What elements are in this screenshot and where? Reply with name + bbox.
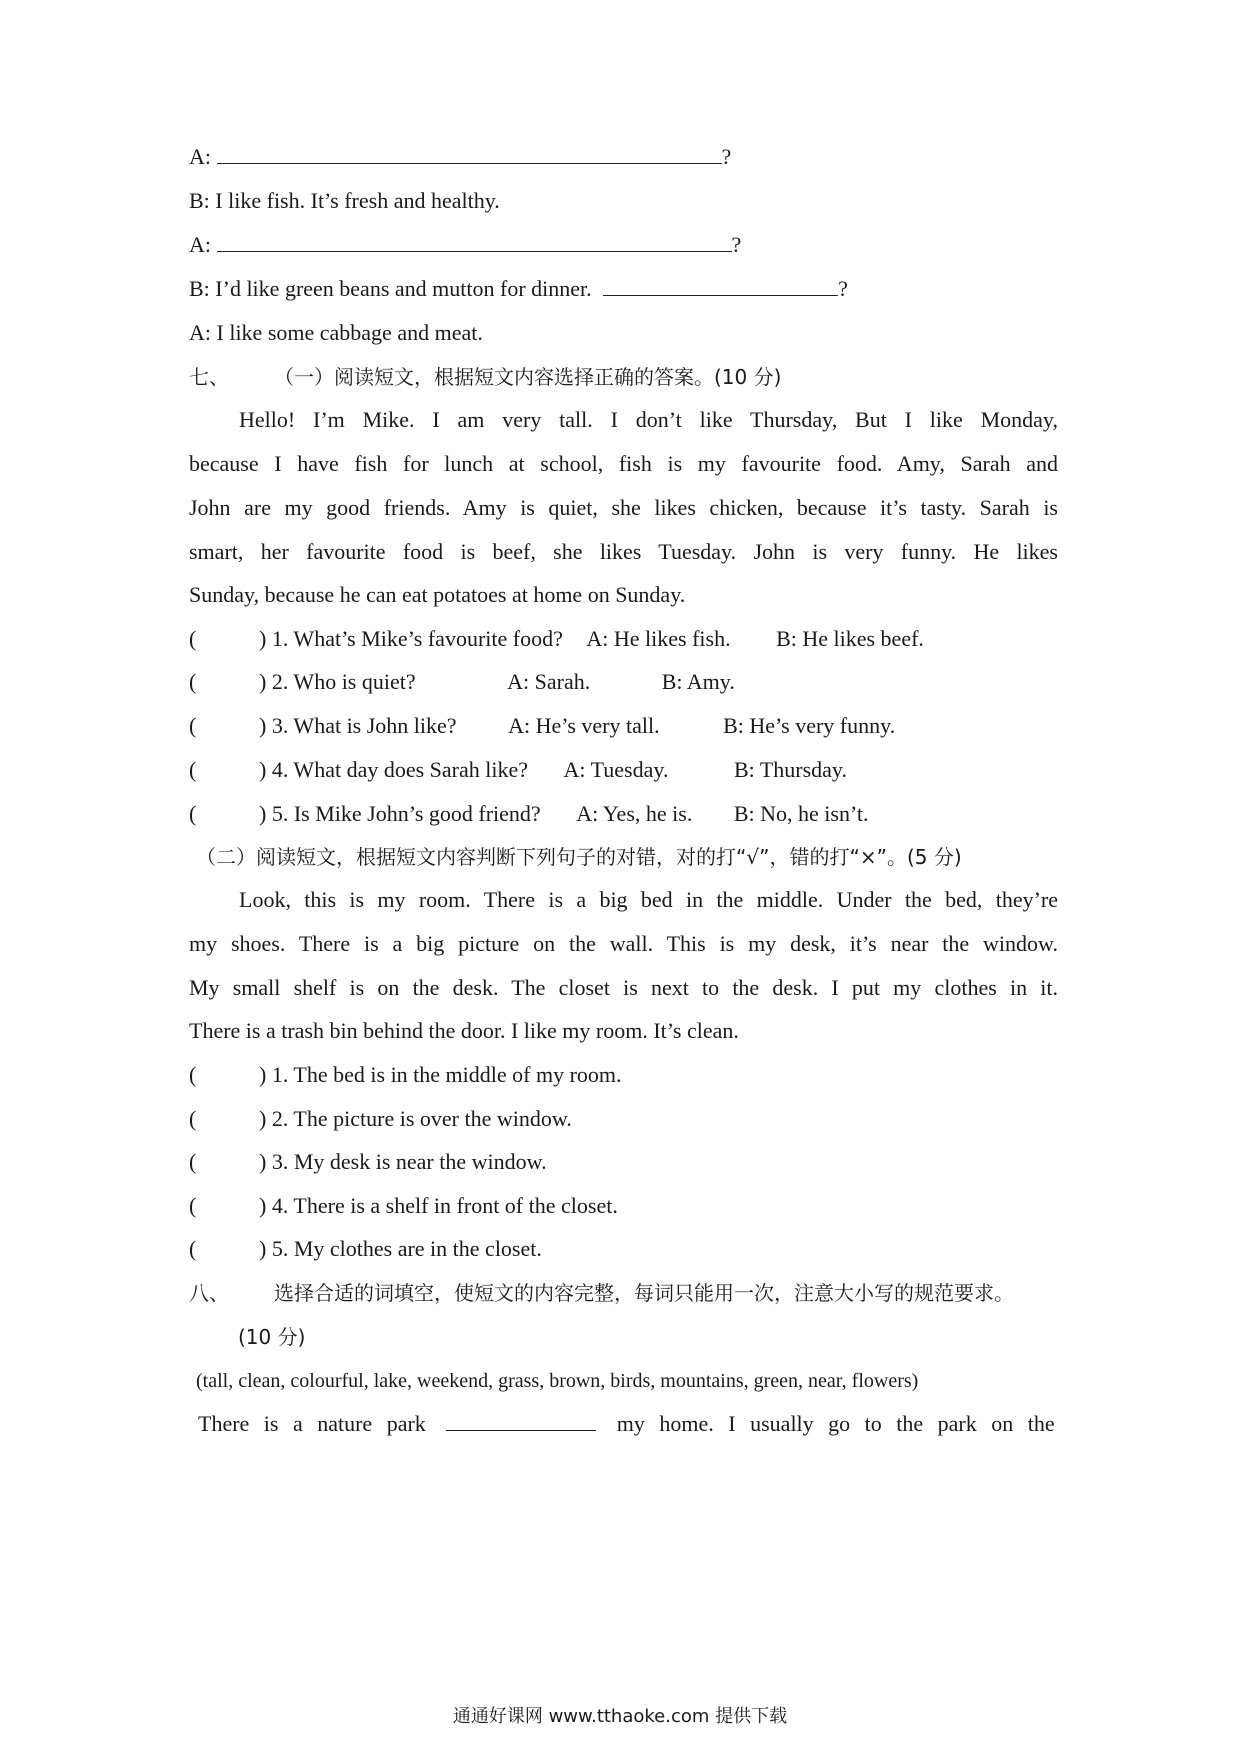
option-b: B: No, he isn’t. (733, 801, 869, 826)
dialogue-text: I like fish. It’s fresh and healthy. (215, 188, 500, 213)
speaker: B: (189, 188, 210, 213)
answer-paren[interactable]: ( (189, 1106, 197, 1131)
answer-paren[interactable]: ( (189, 801, 197, 826)
answer-paren[interactable]: ( (189, 757, 197, 782)
section-8-heading (189, 1278, 1058, 1308)
question-text: 5. Is Mike John’s good friend? (271, 801, 541, 826)
answer-paren[interactable]: ( (189, 626, 197, 651)
answer-paren-close: ) (259, 1062, 267, 1087)
answer-paren-close: ) (259, 626, 267, 651)
answer-paren[interactable]: ( (189, 1236, 197, 1261)
passage1-line: John are my good friends. Amy is quiet, she likes chicken, because it’s tasty. Sarah is (189, 495, 1058, 520)
answer-paren-close: ) (259, 1193, 267, 1218)
answer-paren[interactable]: ( (189, 1193, 197, 1218)
dialogue-text: I like some cabbage and meat. (216, 320, 483, 345)
question-row (189, 711, 1058, 741)
passage2-line: There is a trash bin behind the door. I like my room. It’s clean. (189, 1018, 739, 1043)
speaker: A: (189, 232, 211, 257)
answer-paren[interactable]: ( (189, 669, 197, 694)
answer-paren-close: ) (259, 713, 267, 738)
statement-row (189, 1060, 1058, 1090)
part-2-heading: （二）阅读短文，根据短文内容判断下列句子的对错，对的打“√”，错的打“×”。(5 分) (196, 845, 962, 869)
cloze-text: my home. I usually go to the park on the (616, 1411, 1055, 1436)
answer-paren[interactable]: ( (189, 1149, 197, 1174)
option-a: A: He’s very tall. (508, 713, 660, 738)
cloze-line (198, 1409, 1058, 1439)
question-mark: ? (731, 232, 742, 257)
passage2-line: My small shelf is on the desk. The closet is next to the desk. I put my clothes in it. (189, 975, 1058, 1000)
cloze-blank[interactable] (446, 1410, 596, 1431)
statement-text: 3. My desk is near the window. (271, 1149, 547, 1174)
answer-blank[interactable] (603, 275, 838, 296)
option-a: A: Sarah. (507, 669, 591, 694)
speaker: A: (189, 320, 211, 345)
dialogue-text: I’d like green beans and mutton for dinner. (215, 276, 592, 301)
passage1-line: smart, her favourite food is beef, she likes Tuesday. John is very funny. He likes (189, 539, 1058, 564)
question-text: 2. Who is quiet? (271, 669, 416, 694)
section-title: （一）阅读短文，根据短文内容选择正确的答案。(10 分) (274, 365, 782, 389)
page-footer: 通通好课网 www.tthaoke.com 提供下载 (452, 1706, 788, 1727)
answer-paren-close: ) (259, 757, 267, 782)
answer-paren[interactable]: ( (189, 1062, 197, 1087)
question-row (189, 755, 1058, 785)
answer-blank[interactable] (217, 231, 732, 252)
question-row (189, 624, 1058, 654)
section-number: 八、 (189, 1281, 229, 1305)
option-b: B: Amy. (661, 669, 735, 694)
statement-text: 5. My clothes are in the closet. (271, 1236, 542, 1261)
section-number: 七、 (189, 365, 229, 389)
statement-row (189, 1104, 1058, 1134)
dialogue-line-4 (189, 274, 1058, 304)
statement-row (189, 1191, 1058, 1221)
answer-paren-close: ) (259, 801, 267, 826)
section-8-points: (10 分) (238, 1325, 306, 1349)
speaker: A: (189, 144, 211, 169)
question-text: 3. What is John like? (271, 713, 457, 738)
answer-blank[interactable] (217, 143, 722, 164)
answer-paren[interactable]: ( (189, 713, 197, 738)
question-text: 1. What’s Mike’s favourite food? (271, 626, 563, 651)
section-title: 选择合适的词填空，使短文的内容完整，每词只能用一次，注意大小写的规范要求。 (274, 1281, 1014, 1305)
question-mark: ? (838, 276, 848, 301)
section-7-heading (189, 362, 1058, 392)
option-b: B: Thursday. (733, 757, 848, 782)
statement-text: 2. The picture is over the window. (271, 1106, 572, 1131)
question-row (189, 667, 1058, 697)
dialogue-line-2 (189, 186, 1058, 216)
question-mark: ? (721, 144, 732, 169)
option-a: A: Yes, he is. (576, 801, 693, 826)
statement-row (189, 1147, 1058, 1177)
answer-paren-close: ) (259, 1236, 267, 1261)
answer-paren-close: ) (259, 669, 267, 694)
statement-text: 4. There is a shelf in front of the closet. (271, 1193, 618, 1218)
passage1-line: Hello! I’m Mike. I am very tall. I don’t like Thursday, But I like Monday, (239, 407, 1058, 432)
dialogue-line-1 (189, 142, 1058, 172)
cloze-text: There is a nature park (198, 1411, 426, 1436)
statement-text: 1. The bed is in the middle of my room. (271, 1062, 622, 1087)
speaker: B: (189, 276, 210, 301)
option-a: A: He likes fish. (586, 626, 731, 651)
option-a: A: Tuesday. (563, 757, 669, 782)
statement-row (189, 1234, 1058, 1264)
passage2-line: Look, this is my room. There is a big bed in the middle. Under the bed, they’re (239, 887, 1058, 912)
question-text: 4. What day does Sarah like? (271, 757, 529, 782)
question-row (189, 799, 1058, 829)
option-b: B: He likes beef. (776, 626, 924, 651)
option-b: B: He’s very funny. (723, 713, 896, 738)
dialogue-line-3 (189, 230, 1058, 260)
word-bank: (tall, clean, colourful, lake, weekend, grass, brown, birds, mountains, green, near, flowers) (196, 1370, 919, 1392)
answer-paren-close: ) (259, 1106, 267, 1131)
passage1-line: because I have fish for lunch at school, fish is my favourite food. Amy, Sarah and (189, 451, 1058, 476)
dialogue-line-5 (189, 318, 1058, 348)
answer-paren-close: ) (259, 1149, 267, 1174)
passage2-line: my shoes. There is a big picture on the wall. This is my desk, it’s near the window. (189, 931, 1058, 956)
passage1-line: Sunday, because he can eat potatoes at home on Sunday. (189, 582, 686, 607)
